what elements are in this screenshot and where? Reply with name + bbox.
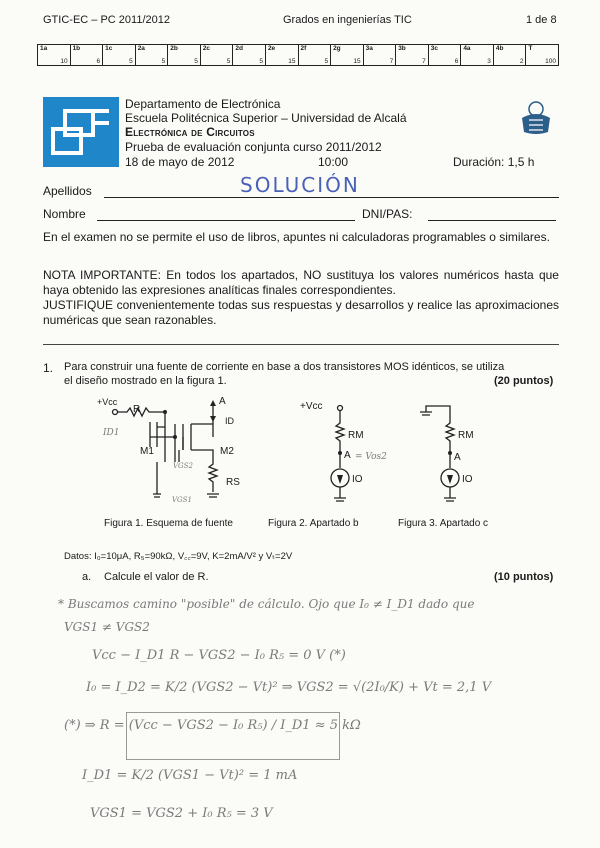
grade-cell-label: 1b [72, 45, 81, 52]
name-line[interactable] [97, 220, 355, 221]
grade-cell-points: 5 [129, 58, 133, 65]
grade-cell-label: 4b [495, 45, 504, 52]
grade-cell-points: 15 [353, 58, 361, 65]
fig1-id: ID [225, 416, 234, 426]
department-logo [43, 97, 119, 167]
q1-points: (20 puntos) [494, 375, 554, 387]
id-line[interactable] [428, 220, 556, 221]
important-text: En todos los apartados, NO sustituya los valores numéricos hasta que haya obtenido las expresiones analíticas finales correspondientes. [43, 268, 559, 297]
hand-line4: I₀ = I_D2 = K/2 (VGS2 − Vt)² ⇒ VGS2 = √(2I₀/K) + Vt = 2,1 V [86, 680, 492, 695]
grade-cell-label: 3c [430, 45, 438, 52]
grade-cell-label: 2c [202, 45, 211, 52]
grade-cell-3b [396, 45, 429, 66]
fig1-a: A [219, 396, 226, 407]
grade-cell-points: 2 [519, 58, 524, 65]
q1-data: Datos: I₀=10μA, R₅=90kΩ, V꜀꜀=9V, K=2mA/V² y Vₜ=2V [64, 551, 293, 562]
q1a-label: a. [82, 571, 92, 583]
grade-cell-points: 7 [422, 58, 426, 65]
surname-line [104, 197, 559, 198]
fig2-io: IO [352, 474, 363, 485]
course-name: Electrónica de Circuitos [125, 125, 255, 139]
grade-cell-2d [233, 45, 266, 66]
grade-cell-points: 10 [60, 58, 68, 65]
surname-label: Apellidos [43, 184, 92, 198]
grade-cell-2c [200, 45, 233, 66]
fig1-vgs2: VGS2 [173, 462, 193, 470]
grade-cell-label: 2e [267, 45, 276, 52]
grade-cell-label: 3b [398, 45, 406, 52]
hand-line1: * Buscamos camino "posible" de cálculo. Ojo que I₀ ≠ I_D1 dado que [58, 597, 475, 611]
fig1-vgs1: VGS1 [172, 496, 192, 504]
q1-text-line2: el diseño mostrado en la figura 1. [64, 375, 227, 387]
fig1-vcc: +Vcc [97, 397, 118, 407]
hand-line6: I_D1 = K/2 (VGS1 − Vt)² = 1 mA [82, 768, 298, 783]
q1a-text: Calcule el valor de R. [104, 571, 209, 583]
grade-cell-points: 7 [389, 58, 394, 65]
fig3-a: A [454, 452, 461, 463]
grade-table [37, 44, 559, 66]
grade-cell-label: 2d [235, 45, 243, 52]
grade-cell-3a [363, 45, 396, 66]
grade-cell-points: 5 [324, 58, 329, 65]
grade-cell-2f [298, 45, 331, 66]
grade-cell-label: 2g [333, 45, 341, 52]
grade-cell-label: 2a [137, 45, 145, 52]
important-label: NOTA IMPORTANTE: [43, 268, 161, 282]
fig3-caption: Figura 3. Apartado c [398, 518, 489, 529]
name-label: Nombre [43, 207, 86, 221]
grade-cell-points: 3 [487, 58, 491, 65]
id-label: DNI/PAS: [362, 207, 413, 221]
important-note [43, 268, 559, 298]
grade-cell-2b [168, 45, 201, 66]
fig1-caption: Figura 1. Esquema de fuente [104, 518, 233, 529]
fig1-rs: RS [226, 477, 240, 488]
grade-cell-2e [265, 45, 298, 66]
fig2-rm: RM [348, 430, 364, 441]
grade-cell-points: 100 [545, 58, 556, 65]
header-center: Grados en ingenierías TIC [283, 14, 412, 26]
hand-line2: VGS1 ≠ VGS2 [64, 620, 150, 634]
grade-cell-T [526, 45, 559, 66]
hand-result-box [126, 712, 340, 760]
grade-cell-points: 5 [259, 58, 263, 65]
school-name: Escuela Politécnica Superior – Universidad de Alcalá [125, 111, 407, 125]
grade-cell-4a [461, 45, 494, 66]
header-left: GTIC-EC – PC 2011/2012 [43, 14, 170, 26]
grade-cell-points: 6 [96, 58, 101, 65]
q1-text-line1: Para construir una fuente de corriente en base a dos transistores MOS idénticos, se utiliza [64, 361, 505, 373]
justify-note [43, 298, 559, 328]
grade-cell-points: 5 [226, 58, 231, 65]
grade-cell-2g [331, 45, 364, 66]
grade-cell-3c [428, 45, 461, 66]
grade-cell-label: 2b [170, 45, 178, 52]
grade-cell-label: 4a [463, 45, 471, 52]
grade-cell-label: 3a [365, 45, 373, 52]
rules-note: En el examen no se permite el uso de libros, apuntes ni calculadoras programables o similares. [43, 230, 550, 244]
department-name: Departamento de Electrónica [125, 97, 281, 111]
grade-cell-1a [38, 45, 71, 66]
q1-number: 1. [43, 361, 54, 375]
justify-text: convenientemente todas sus respuestas y desarrollos y realice las aproximaciones numéricas que sean razonables. [43, 298, 559, 327]
university-crest [516, 96, 556, 136]
grade-cell-2a [135, 45, 168, 66]
figure3-circuit [410, 398, 490, 508]
fig1-m2: M2 [220, 446, 234, 457]
grade-cell-points: 5 [194, 58, 198, 65]
grade-cell-points: 5 [161, 58, 166, 65]
fig3-rm: RM [458, 430, 474, 441]
fig1-idrain1: ID1 [103, 428, 120, 438]
fig2-caption: Figura 2. Apartado b [268, 518, 359, 529]
q1a-points: (10 puntos) [494, 571, 554, 583]
fig3-io: IO [462, 474, 473, 485]
grade-cell-points: 15 [288, 58, 296, 65]
grade-cell-label: 2f [300, 45, 307, 52]
exam-duration: Duración: 1,5 h [453, 155, 535, 169]
exam-date: 18 de mayo de 2012 [125, 155, 235, 169]
hand-line3: Vcc − I_D1 R − VGS2 − I₀ R₅ = 0 V (*) [92, 648, 346, 663]
header-page: 1 de 8 [526, 14, 557, 26]
grade-cell-1b [70, 45, 103, 66]
justify-label: JUSTIFIQUE [43, 298, 114, 312]
fig1-r: R [133, 404, 141, 415]
hand-line7: VGS1 = VGS2 + I₀ R₅ = 3 V [90, 806, 273, 821]
grade-cell-4b [493, 45, 526, 66]
grade-cell-1c [103, 45, 136, 66]
grade-cell-label: 1a [40, 45, 48, 52]
hand-line5: (*) ⇒ R = (Vcc − VGS2 − I₀ R₅) / I_D1 ≈ 5 kΩ [64, 718, 361, 733]
surname-value[interactable]: SOLUCIÓN [240, 173, 360, 197]
exam-name: Prueba de evaluación conjunta curso 2011/2012 [125, 140, 382, 154]
section-divider [43, 344, 559, 345]
exam-time: 10:00 [318, 155, 349, 169]
grade-cell-label: T [528, 45, 533, 52]
fig2-a-eq: = Vos2 [355, 452, 387, 462]
grade-cell-points: 6 [454, 58, 459, 65]
fig1-m1: M1 [140, 446, 154, 457]
grade-cell-label: 1c [105, 45, 113, 52]
fig2-a: A [344, 450, 351, 461]
fig2-vcc: +Vcc [300, 401, 323, 412]
